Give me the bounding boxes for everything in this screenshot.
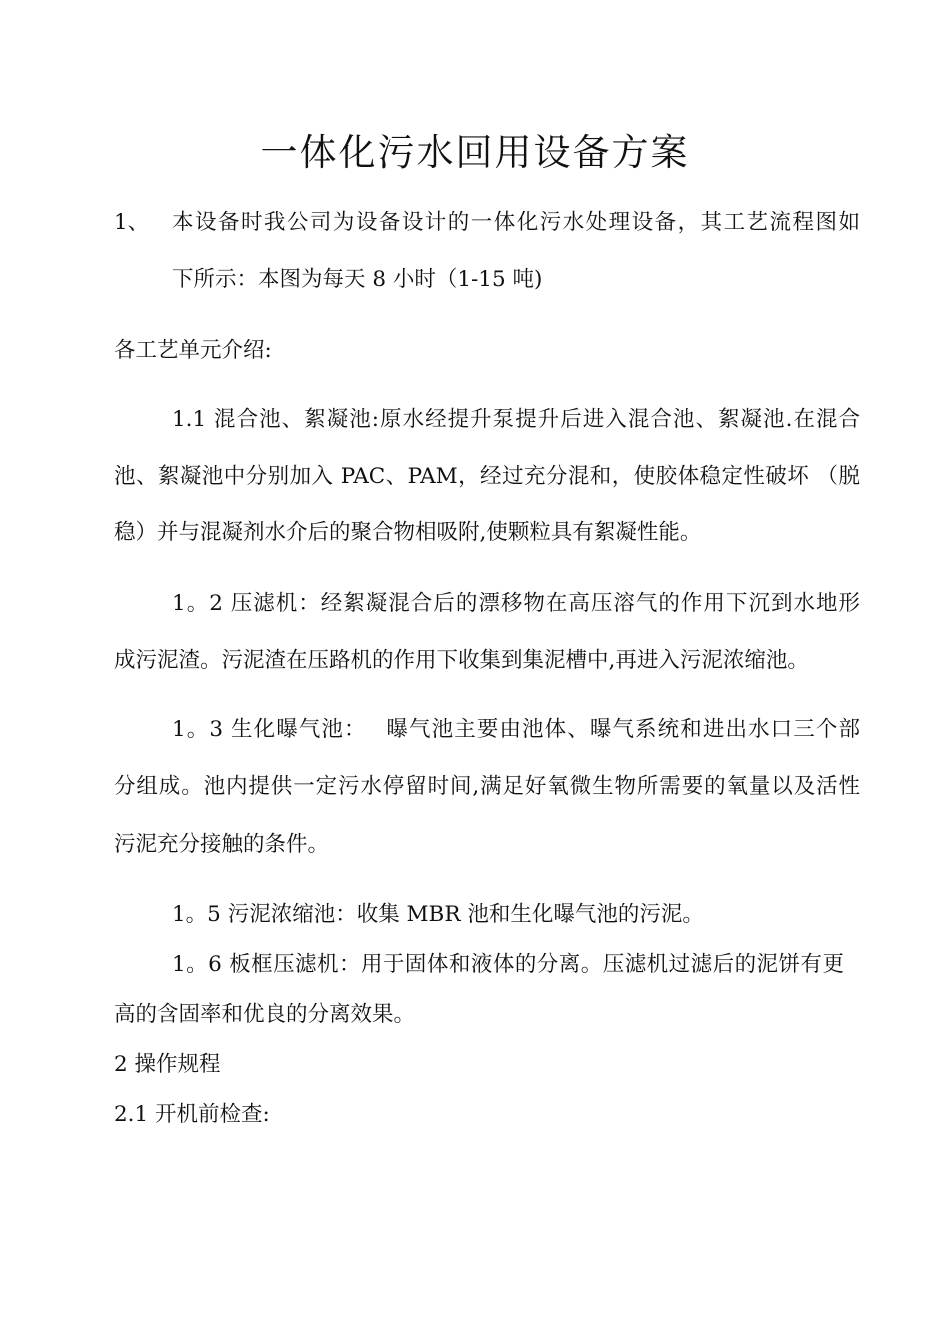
item-1-number: 1、 [114, 210, 150, 235]
para-1-3-line-2: 分组成。池内提供一定污水停留时间,满足好氧微生物所需要的氧量以及活性 [114, 774, 860, 799]
para-1-1-line-3: 稳）并与混凝剂水介后的聚合物相吸附,使颗粒具有絮凝性能。 [114, 520, 702, 545]
item-1-line-1: 本设备时我公司为设备设计的一体化污水处理设备，其工艺流程图如 [172, 210, 860, 235]
para-1-3-line-1: 1。3 生化曝气池： 曝气池主要由池体、曝气系统和进出水口三个部 [172, 717, 860, 742]
para-1-1-line-1: 1.1 混合池、絮凝池:原水经提升泵提升后进入混合池、絮凝池.在混合 [172, 407, 860, 432]
para-1-1-line-2: 池、絮凝池中分别加入 PAC、PAM，经过充分混和，使胶体稳定性破坏 （脱 [114, 464, 860, 489]
section-2-heading: 2 操作规程 [114, 1052, 221, 1077]
document-title: 一体化污水回用设备方案 [260, 131, 690, 174]
para-1-2-line-2: 成污泥渣。污泥渣在压路机的作用下收集到集泥槽中,再进入污泥浓缩池。 [114, 648, 809, 673]
para-1-6-line-2: 高的含固率和优良的分离效果。 [114, 1002, 416, 1027]
para-1-5-line-1: 1。5 污泥浓缩池：收集 MBR 池和生化曝气池的污泥。 [172, 902, 704, 927]
para-1-6-line-1: 1。6 板框压滤机：用于固体和液体的分离。压滤机过滤后的泥饼有更 [172, 952, 844, 977]
item-1-line-2: 下所示：本图为每天 8 小时（1-15 吨) [172, 267, 543, 292]
para-1-3-line-3: 污泥充分接触的条件。 [114, 832, 330, 857]
para-1-2-line-1: 1。2 压滤机：经絮凝混合后的漂移物在高压溶气的作用下沉到水地形 [172, 591, 860, 616]
units-heading: 各工艺单元介绍: [114, 338, 272, 363]
section-2-1-heading: 2.1 开机前检查: [114, 1102, 270, 1127]
